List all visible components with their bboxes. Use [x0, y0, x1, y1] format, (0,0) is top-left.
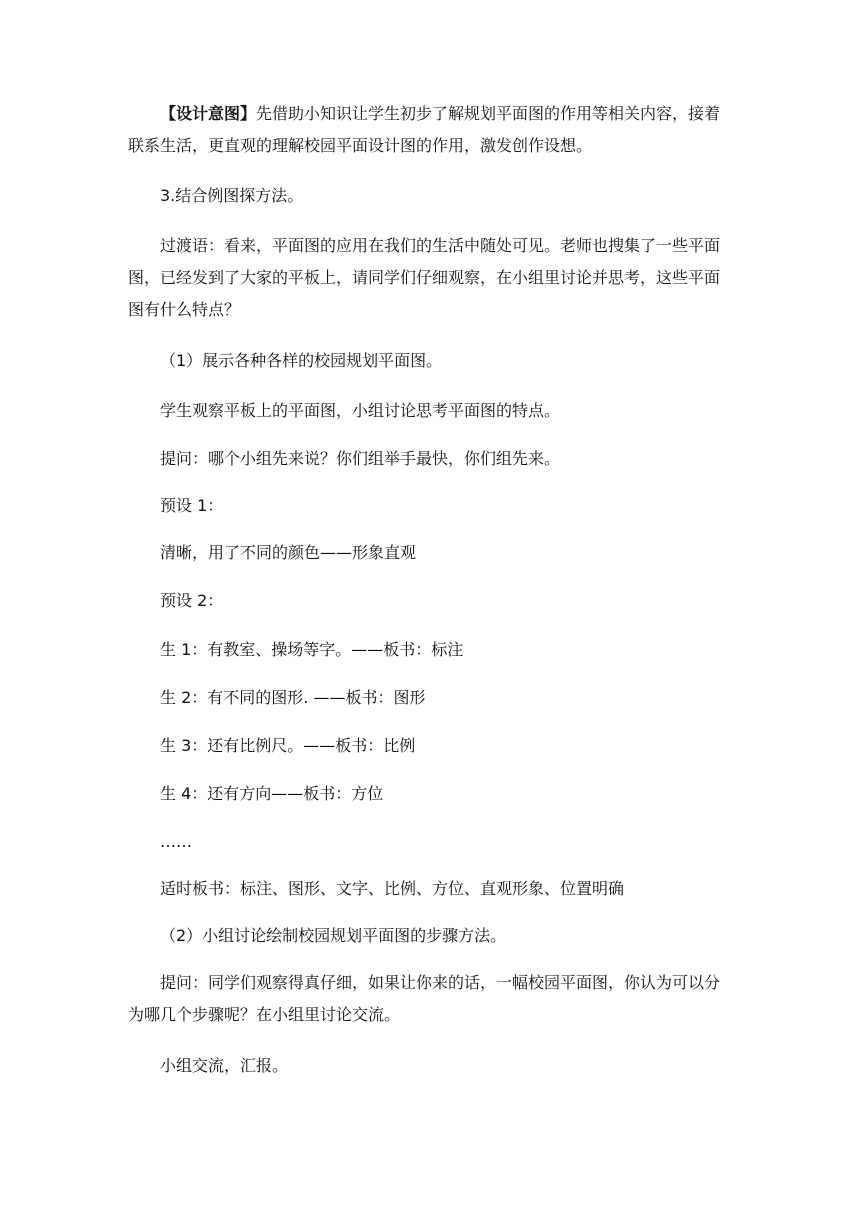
students-observe-paragraph: 学生观察平板上的平面图，小组讨论思考平面图的特点。: [160, 401, 561, 420]
ellipsis-line: ……: [160, 832, 192, 851]
student-3-answer: 生 3：还有比例尺。——板书：比例: [160, 736, 416, 755]
question-2-paragraph: 提问：同学们观察得真仔细，如果让你来的话，一幅校园平面图，你认为可以分为哪几个步骤呢？在小组里讨论交流。: [128, 973, 721, 1024]
preset-1-answer: 清晰，用了不同的颜色——形象直观: [160, 543, 417, 562]
design-intent-paragraph: [128, 98, 732, 162]
student-2-answer: 生 2：有不同的图形. ——板书：图形: [160, 688, 426, 707]
design-intent-label: 【设计意图】: [160, 104, 257, 123]
design-intent-text: 先借助小知识让学生初步了解规划平面图的作用等相关内容，接着联系生活，更直观的理解校园平面设计图的作用，激发创作设想。: [128, 104, 721, 155]
sub-step-1: （1）展示各种各样的校园规划平面图。: [160, 351, 443, 370]
student-1-answer: 生 1：有教室、操场等字。——板书：标注: [160, 640, 464, 659]
transition-paragraph: 过渡语：看来，平面图的应用在我们的生活中随处可见。老师也搜集了一些平面图，已经发到了大家的平板上，请同学们仔细观察，在小组里讨论并思考，这些平面图有什么特点？: [128, 236, 721, 319]
step-3-heading: 3.结合例图探方法。: [160, 186, 304, 205]
question-1-paragraph: 提问：哪个小组先来说？你们组举手最快，你们组先来。: [160, 449, 561, 468]
group-report-paragraph: 小组交流，汇报。: [160, 1056, 289, 1075]
board-summary-paragraph: 适时板书：标注、图形、文字、比例、方位、直观形象、位置明确: [160, 879, 625, 898]
sub-step-2: （2）小组讨论绘制校园规划平面图的步骤方法。: [160, 926, 507, 945]
preset-2-label: 预设 2：: [160, 591, 224, 610]
student-4-answer: 生 4：还有方向——板书：方位: [160, 784, 384, 803]
preset-1-label: 预设 1：: [160, 496, 224, 515]
